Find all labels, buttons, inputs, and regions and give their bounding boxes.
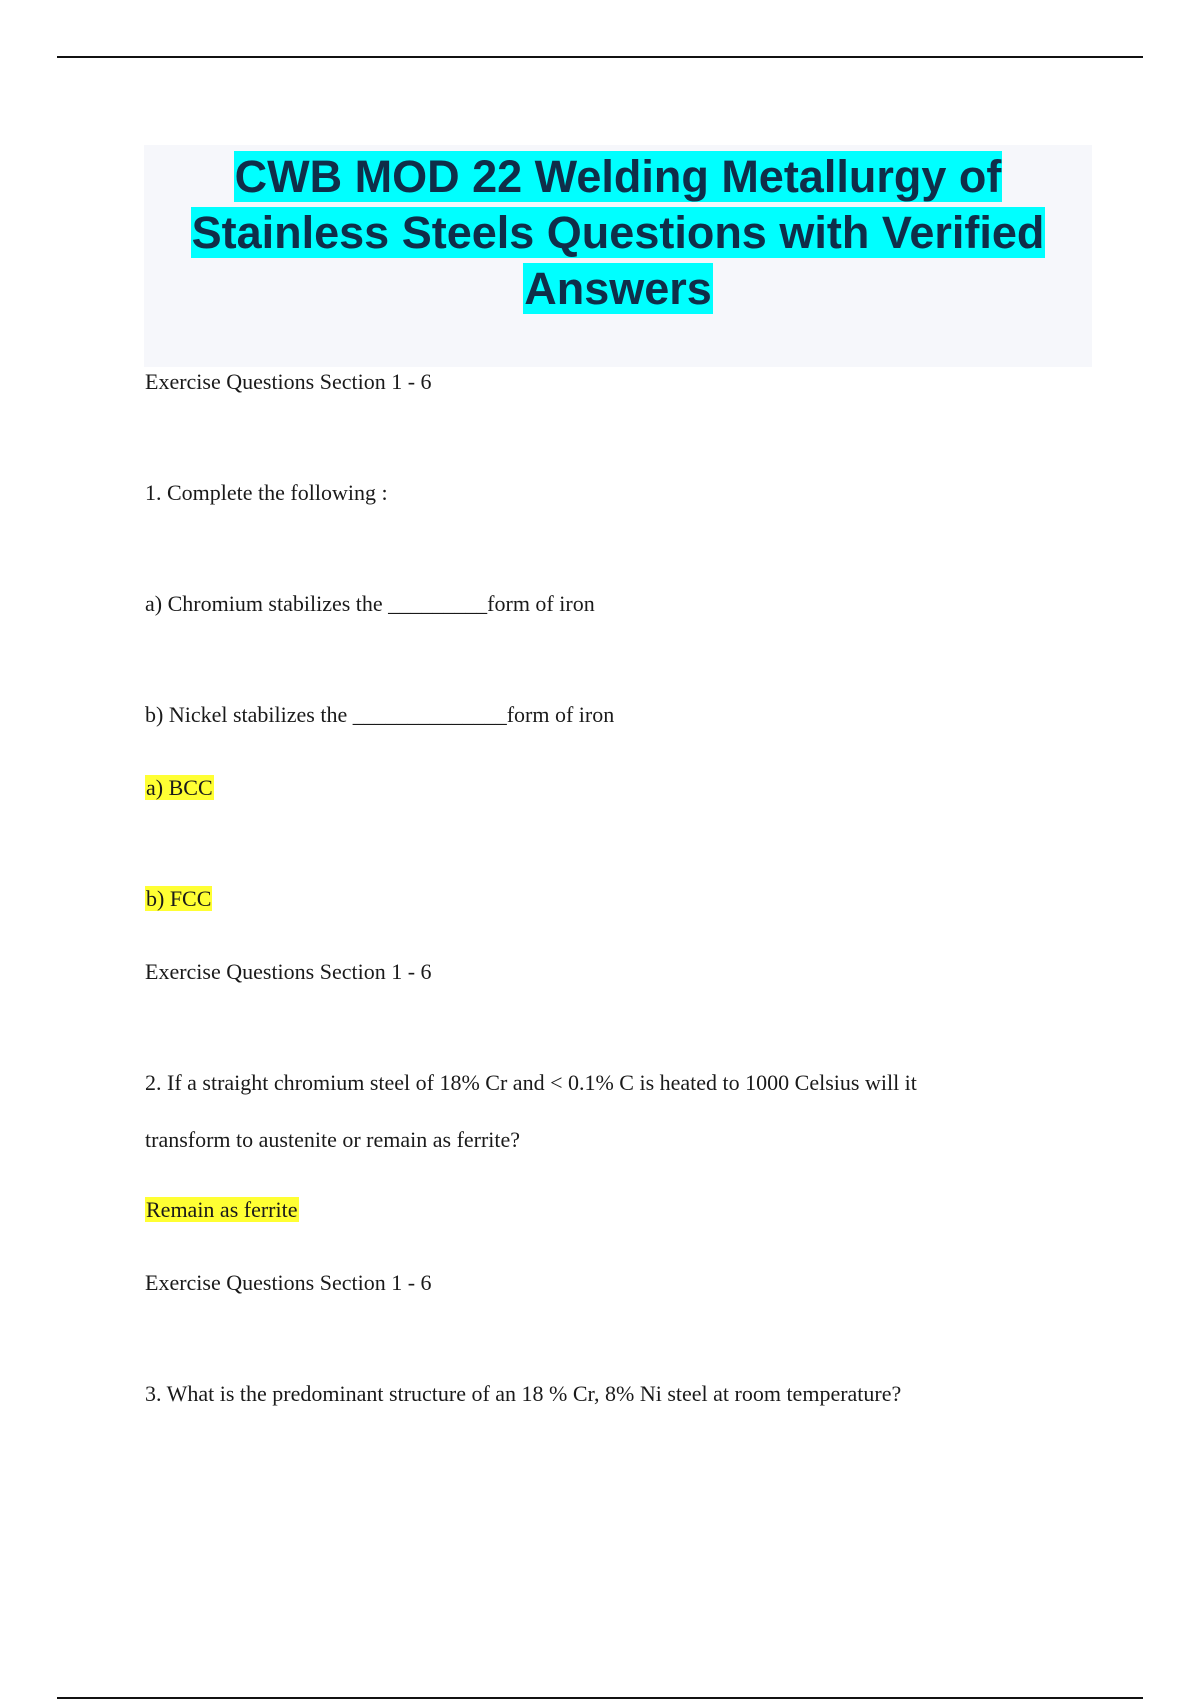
- question-3-prompt: 3. What is the predominant structure of an 18 % Cr, 8% Ni steel at room temperature?: [145, 1381, 902, 1406]
- answer-1a-text: a) BCC: [146, 775, 213, 800]
- answer-1a: [145, 774, 214, 802]
- question-2-line-1: 2. If a straight chromium steel of 18% Cr and < 0.1% C is heated to 1000 Celsius will it: [145, 1070, 917, 1095]
- question-1-part-b: b) Nickel stabilizes the ______________form of iron: [145, 702, 615, 727]
- section-heading-3: Exercise Questions Section 1 - 6: [145, 1270, 432, 1295]
- title-line-2: Stainless Steels Questions with Verified: [191, 207, 1045, 258]
- section-heading-2: Exercise Questions Section 1 - 6: [145, 959, 432, 984]
- answer-2-text: Remain as ferrite: [146, 1197, 298, 1222]
- title-line-3: Answers: [524, 263, 712, 314]
- document-title: [144, 145, 1092, 317]
- section-heading-1: Exercise Questions Section 1 - 6: [145, 369, 432, 394]
- title-line-1: CWB MOD 22 Welding Metallurgy of: [234, 151, 1002, 202]
- answer-2: [145, 1196, 299, 1224]
- title-banner: [144, 145, 1092, 367]
- question-1-part-a: a) Chromium stabilizes the _________form of iron: [145, 591, 595, 616]
- answer-1b: [145, 885, 212, 913]
- answer-1b-text: b) FCC: [146, 886, 212, 911]
- footer-rule: [57, 1697, 1143, 1699]
- header-rule: [57, 56, 1143, 58]
- question-2-line-2: transform to austenite or remain as ferrite?: [145, 1127, 521, 1152]
- question-1-prompt: 1. Complete the following :: [145, 480, 388, 505]
